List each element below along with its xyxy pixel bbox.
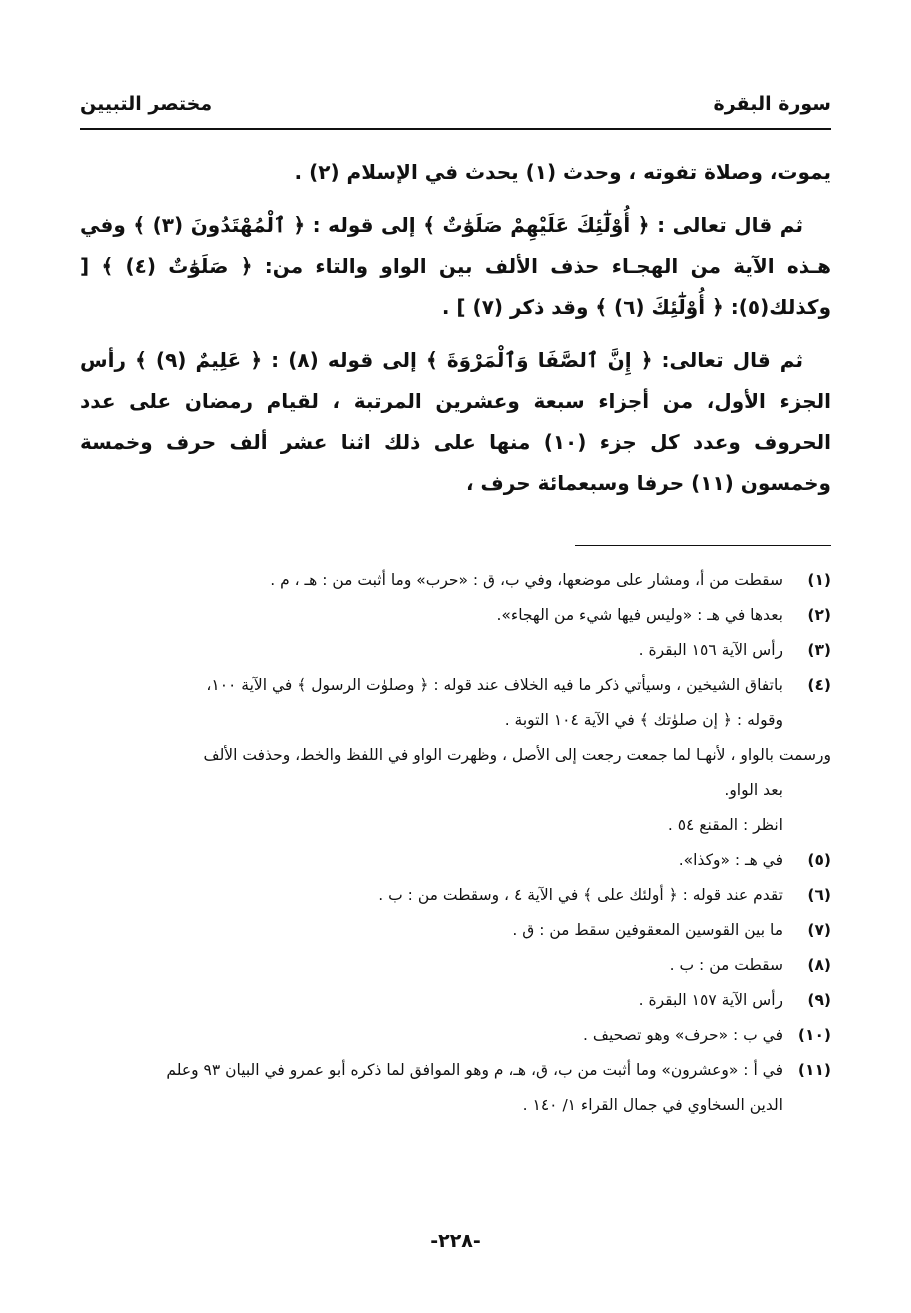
footnote-text: تقدم عند قوله : ﴿ أولئك على ﴾ في الآية ٤ ، وسقطت من : ب . bbox=[378, 886, 783, 904]
footnote-continuation: انظر : المقنع ٥٤ . bbox=[667, 816, 783, 834]
footnote bbox=[80, 916, 831, 945]
footnotes bbox=[80, 566, 831, 1126]
paragraph: يموت، وصلاة تفوته ، وحدث (١) يحدث في الإسلام (٢) . bbox=[294, 160, 831, 184]
footnote-text: في أ : «وعشرون» وما أثبت من ب، ق، هـ، م وهو الموافق لما ذكره أبو عمرو في البيان ٩٣ وعلم bbox=[166, 1061, 783, 1079]
footnote bbox=[80, 846, 831, 875]
footnote-number: (١) bbox=[807, 571, 831, 589]
footnote bbox=[80, 601, 831, 630]
footnote bbox=[80, 881, 831, 910]
footnote-text: رأس الآية ١٥٦ البقرة . bbox=[638, 641, 783, 659]
main-text bbox=[80, 152, 831, 516]
footnote-continuation: ورسمت بالواو ، لأنهـا لما جمعت رجعت إلى الأصل ، وظهرت الواو في اللفظ والخط، وحذفت الألف bbox=[203, 746, 831, 764]
footnote bbox=[80, 566, 831, 595]
footnote-text: سقطت من : ب . bbox=[669, 956, 783, 974]
footnote-text: في ب : «حرف» وهو تصحيف . bbox=[583, 1026, 783, 1044]
surah-title: سورة البقرة bbox=[713, 93, 831, 115]
page-header bbox=[80, 86, 831, 122]
footnote-text: في هـ : «وكذا». bbox=[678, 851, 783, 869]
footnote-number: (٥) bbox=[807, 851, 831, 869]
footnote-number: (٧) bbox=[807, 921, 831, 939]
footnote-continuation: وقوله : ﴿ إن صلوٰتك ﴾ في الآية ١٠٤ التوبة . bbox=[504, 711, 783, 729]
footnote-text: رأس الآية ١٥٧ البقرة . bbox=[638, 991, 783, 1009]
footnote-text: سقطت من أ، ومشار على موضعها، وفي ب، ق : «حرب» وما أثبت من : هـ ، م . bbox=[270, 571, 783, 589]
page-number: -٢٢٨- bbox=[430, 1230, 481, 1252]
footnote bbox=[80, 1021, 831, 1050]
footnote-number: (٤) bbox=[807, 676, 831, 694]
footnote-text: بعدها في هـ : «وليس فيها شيء من الهجاء». bbox=[496, 606, 783, 624]
footnote bbox=[80, 636, 831, 665]
paragraph: ثم قال تعالى : ﴿ أُوْلَٰٓئِكَ عَلَيْهِمْ صَلَوَٰتٌ ﴾ إلى قوله : ﴿ ٱلْمُهْتَدُونَ (٣) ﴾ وفي هـذه الآية من الهجـاء حذف الألف بين الواو والتاء من: ﴿ صَلَوَٰتٌ (٤) ﴾ [ وكذلك(٥): ﴿ أُوْلَٰٓئِكَ (٦) ﴾ وقد ذكر (٧) ] . bbox=[80, 213, 831, 319]
footnote-text: ما بين القوسين المعقوفين سقط من : ق . bbox=[512, 921, 783, 939]
footnote bbox=[80, 951, 831, 980]
footnote-number: (٦) bbox=[807, 886, 831, 904]
footnote-separator bbox=[575, 545, 831, 546]
footnote-number: (٢) bbox=[807, 606, 831, 624]
footnote-text: باتفاق الشيخين ، وسيأتي ذكر ما فيه الخلاف عند قوله : ﴿ وصلوٰت الرسول ﴾ في الآية ١٠٠، bbox=[206, 676, 783, 694]
footnote-continuation: الدين السخاوي في جمال القراء ١/ ١٤٠ . bbox=[522, 1096, 783, 1114]
footnote-continuation: بعد الواو. bbox=[724, 781, 783, 799]
footnote bbox=[80, 1056, 831, 1085]
paragraph: ثم قال تعالى: ﴿ إِنَّ ٱلصَّفَا وَٱلْمَرْوَةَ ﴾ إلى قوله (٨) : ﴿ عَلِيمٌ (٩) ﴾ رأس الجزء الأول، من أجزاء سبعة وعشرين المرتبة ، لقيام رمضان على عدد الحروف وعدد كل جزء (١٠) منها على ذلك اثنا عشر ألف حرف وخمسة وخمسون (١١) حرفا وسبعمائة حرف ، bbox=[80, 348, 832, 495]
footnote-number: (١١) bbox=[797, 1061, 831, 1079]
book-title: مختصر التبيين bbox=[80, 93, 213, 115]
footnote bbox=[80, 986, 831, 1015]
footnote-number: (٨) bbox=[807, 956, 831, 974]
footnote-number: (٣) bbox=[807, 641, 831, 659]
header-rule bbox=[80, 128, 831, 130]
footnote bbox=[80, 671, 831, 700]
footnote-number: (٩) bbox=[807, 991, 831, 1009]
footnote-number: (١٠) bbox=[797, 1026, 831, 1044]
